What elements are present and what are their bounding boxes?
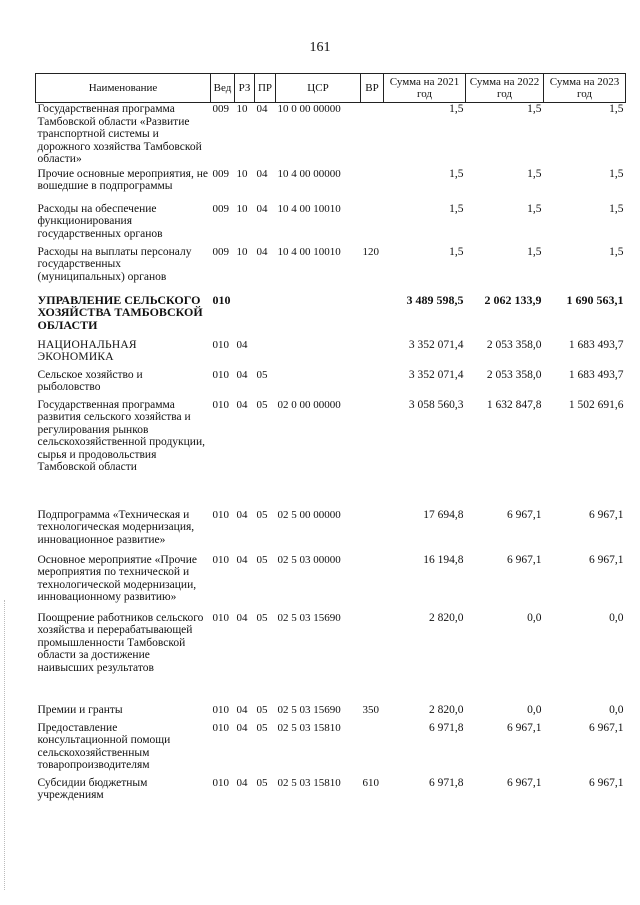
row-vr — [361, 203, 384, 246]
table-row — [36, 203, 626, 246]
row-pr: 05 — [256, 703, 268, 716]
row-pr — [255, 339, 276, 369]
page-number: 161 — [309, 40, 331, 55]
row-sum-2023: 1,5 — [609, 103, 624, 115]
row-sum-2022: 6 967,1 — [507, 553, 542, 566]
table-row — [36, 339, 626, 369]
row-name: Премии и гранты — [37, 703, 123, 716]
row-sum-2023: 1,5 — [609, 202, 624, 215]
row-ved: 009 — [212, 202, 229, 215]
row-sum-2023: 0,0 — [609, 611, 624, 624]
row-sum-2021: 1,5 — [449, 202, 464, 215]
row-vr — [361, 509, 384, 554]
row-csr — [276, 339, 361, 369]
table-row — [36, 246, 626, 294]
header-name: Наименование — [36, 74, 211, 103]
row-rz: 04 — [236, 508, 248, 521]
row-vr — [361, 399, 384, 509]
header-sum-2021: Сумма на 2021 год — [384, 74, 466, 103]
row-vr: 350 — [362, 703, 379, 716]
row-sum-2023: 1 690 563,1 — [566, 292, 624, 307]
row-ved: 009 — [212, 245, 229, 258]
row-ved: 010 — [212, 553, 229, 566]
row-name: Расходы на обеспечение функционирования государственных органов — [37, 202, 163, 240]
table-row — [36, 399, 626, 509]
table-row — [36, 704, 626, 722]
table-row — [36, 509, 626, 554]
row-sum-2021: 3 352 071,4 — [408, 338, 464, 351]
row-sum-2022: 6 967,1 — [507, 721, 542, 734]
row-rz: 10 — [236, 245, 248, 258]
row-csr: 10 0 00 00000 — [277, 103, 341, 115]
row-ved: 009 — [212, 103, 229, 115]
table-row — [36, 554, 626, 612]
table-row — [36, 722, 626, 777]
row-name: НАЦИОНАЛЬНАЯ ЭКОНОМИКА — [37, 338, 137, 363]
row-sum-2022: 2 053 358,0 — [486, 368, 542, 381]
row-csr: 02 5 03 15690 — [277, 703, 341, 716]
row-rz: 04 — [236, 338, 248, 351]
row-ved: 010 — [212, 703, 229, 716]
row-csr: 02 0 00 00000 — [277, 398, 341, 411]
row-rz: 10 — [236, 202, 248, 215]
row-sum-2021: 17 694,8 — [423, 508, 464, 521]
row-csr: 02 5 03 00000 — [277, 553, 341, 566]
row-sum-2022: 6 967,1 — [507, 508, 542, 521]
row-name: Прочие основные мероприятия, не вошедшие в подпрограммы — [37, 167, 208, 192]
header-sum-2022: Сумма на 2022 год — [466, 74, 544, 103]
row-sum-2022: 6 967,1 — [507, 776, 542, 789]
table-row — [36, 294, 626, 339]
row-sum-2022: 1,5 — [527, 103, 542, 115]
header-csr: ЦСР — [276, 74, 361, 103]
row-sum-2022: 0,0 — [527, 703, 542, 716]
header-sum-2023: Сумма на 2023 год — [544, 74, 626, 103]
row-rz: 10 — [236, 103, 248, 115]
row-sum-2023: 1 502 691,6 — [568, 398, 624, 411]
row-sum-2023: 1 683 493,7 — [568, 368, 624, 381]
row-rz: 04 — [236, 721, 248, 734]
row-sum-2021: 1,5 — [449, 167, 464, 180]
row-rz: 04 — [236, 368, 248, 381]
row-csr — [276, 369, 361, 399]
budget-table — [35, 73, 626, 817]
row-sum-2023: 1,5 — [609, 245, 624, 258]
row-vr: 610 — [362, 776, 379, 789]
row-pr: 05 — [256, 398, 268, 411]
row-sum-2023: 6 967,1 — [589, 721, 624, 734]
row-vr — [361, 612, 384, 704]
row-sum-2021: 3 058 560,3 — [408, 398, 464, 411]
row-rz: 04 — [236, 776, 248, 789]
row-sum-2023: 1,5 — [609, 167, 624, 180]
scan-edge-marks — [4, 600, 6, 890]
row-csr: 10 4 00 10010 — [277, 202, 341, 215]
table-row — [36, 168, 626, 203]
row-ved: 010 — [212, 611, 229, 624]
row-rz: 04 — [236, 398, 248, 411]
row-ved: 010 — [212, 368, 229, 381]
row-name: Государственная программа развития сельского хозяйства и регулирования рынков сельскохозяйственной продукции, сырья и продовольствия Тамбовской области — [37, 398, 205, 473]
row-name: Основное мероприятие «Прочие мероприятия по технической и технологической модернизации, инновационному развитию» — [37, 553, 197, 603]
row-pr: 05 — [256, 776, 268, 789]
row-name: Подпрограмма «Техническая и технологическая модернизация, инновационное развитие» — [37, 508, 195, 546]
row-pr: 05 — [256, 721, 268, 734]
row-csr — [276, 294, 361, 339]
row-pr: 05 — [256, 611, 268, 624]
row-rz: 04 — [236, 611, 248, 624]
row-vr — [361, 554, 384, 612]
row-sum-2023: 6 967,1 — [589, 553, 624, 566]
row-sum-2021: 3 352 071,4 — [408, 368, 464, 381]
row-sum-2023: 6 967,1 — [589, 776, 624, 789]
row-pr: 05 — [256, 508, 268, 521]
row-sum-2022: 2 053 358,0 — [486, 338, 542, 351]
row-rz: 04 — [236, 553, 248, 566]
header-vr: ВР — [361, 74, 384, 103]
table-row — [36, 369, 626, 399]
row-csr: 02 5 03 15810 — [277, 721, 341, 734]
row-pr: 04 — [256, 202, 268, 215]
row-sum-2021: 6 971,8 — [429, 721, 464, 734]
row-sum-2021: 1,5 — [449, 245, 464, 258]
row-rz: 10 — [236, 167, 248, 180]
row-pr: 05 — [256, 553, 268, 566]
row-ved: 010 — [212, 338, 229, 351]
table-body — [36, 103, 626, 817]
row-csr: 02 5 03 15810 — [277, 776, 341, 789]
row-name: Расходы на выплаты персоналу государственных (муниципальных) органов — [37, 245, 192, 283]
row-vr — [361, 339, 384, 369]
row-sum-2023: 6 967,1 — [589, 508, 624, 521]
row-name: Субсидии бюджетным учреждениям — [37, 776, 148, 801]
table-row — [36, 103, 626, 168]
row-vr: 120 — [362, 245, 379, 258]
row-pr: 04 — [256, 167, 268, 180]
row-name: Поощрение работников сельского хозяйства и перерабатывающей промышленности Тамбовской области за достижение наивысших результатов — [37, 611, 204, 674]
table-row — [36, 777, 626, 817]
row-csr: 02 5 00 00000 — [277, 508, 341, 521]
row-vr — [361, 103, 384, 168]
row-pr — [255, 294, 276, 339]
row-pr: 04 — [256, 103, 268, 115]
row-csr: 10 4 00 00000 — [277, 167, 341, 180]
row-sum-2023: 1 683 493,7 — [568, 338, 624, 351]
row-sum-2021: 3 489 598,5 — [406, 292, 464, 307]
row-pr: 05 — [256, 368, 268, 381]
row-sum-2021: 2 820,0 — [429, 703, 464, 716]
row-ved: 010 — [212, 721, 229, 734]
row-sum-2021: 16 194,8 — [423, 553, 464, 566]
header-pr: ПР — [255, 74, 276, 103]
row-sum-2022: 1,5 — [527, 202, 542, 215]
row-name: УПРАВЛЕНИЕ СЕЛЬСКОГО ХОЗЯЙСТВА ТАМБОВСКОЙ ОБЛАСТИ — [37, 292, 203, 332]
row-sum-2022: 0,0 — [527, 611, 542, 624]
row-sum-2022: 1 632 847,8 — [486, 398, 542, 411]
row-name: Предоставление консультационной помощи сельскохозяйственным товаропроизводителям — [37, 721, 171, 771]
header-rz: РЗ — [235, 74, 255, 103]
row-vr — [361, 168, 384, 203]
row-sum-2022: 1,5 — [527, 245, 542, 258]
row-name: Сельское хозяйство и рыболовство — [37, 368, 143, 393]
row-sum-2022: 2 062 133,9 — [484, 292, 542, 307]
row-rz: 04 — [236, 703, 248, 716]
row-sum-2023: 0,0 — [609, 703, 624, 716]
row-ved: 010 — [212, 398, 229, 411]
row-sum-2021: 1,5 — [449, 103, 464, 115]
row-vr — [361, 722, 384, 777]
row-csr: 10 4 00 10010 — [277, 245, 341, 258]
row-vr — [361, 369, 384, 399]
row-sum-2022: 1,5 — [527, 167, 542, 180]
row-sum-2021: 2 820,0 — [429, 611, 464, 624]
row-ved: 010 — [212, 508, 229, 521]
table-header-row — [36, 74, 626, 103]
row-ved: 010 — [212, 776, 229, 789]
row-sum-2021: 6 971,8 — [429, 776, 464, 789]
header-ved: Вед — [211, 74, 235, 103]
row-pr: 04 — [256, 245, 268, 258]
table-row — [36, 612, 626, 704]
row-name: Государственная программа Тамбовской области «Развитие транспортной системы и дорожного хозяйства Тамбовской области» — [37, 103, 202, 165]
row-vr — [361, 294, 384, 339]
row-rz — [235, 294, 255, 339]
row-ved: 010 — [212, 292, 231, 307]
row-csr: 02 5 03 15690 — [277, 611, 341, 624]
row-ved: 009 — [212, 167, 229, 180]
